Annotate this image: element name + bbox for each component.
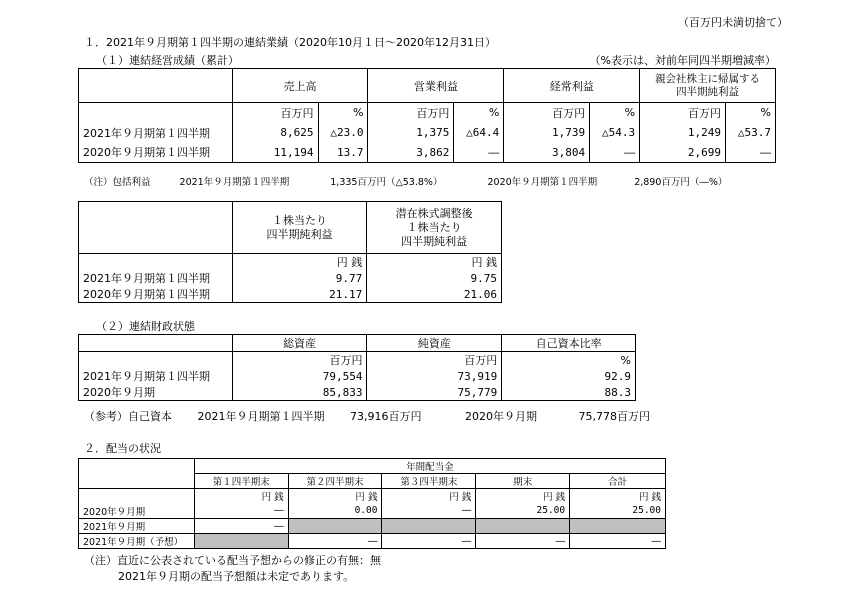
- equity-reference-note: [84, 408, 650, 424]
- unit-cell: 円 銭: [570, 489, 666, 504]
- table-cell-shaded: [194, 534, 288, 549]
- col-header-net-assets: 純資産: [367, 335, 502, 352]
- financial-position-table: [78, 334, 636, 401]
- table-cell-shaded: [382, 519, 476, 534]
- row-header-blank: [79, 69, 233, 103]
- ref-label: （参考）自己資本: [84, 410, 172, 423]
- table-cell: ―: [570, 534, 666, 549]
- unit-row-label: [79, 489, 195, 504]
- table-cell: 8,625: [232, 123, 318, 143]
- unit-cell: 円 銭: [382, 489, 476, 504]
- table-cell: △23.0: [318, 123, 368, 143]
- row-label: 2020年９月期第１四半期: [79, 143, 233, 163]
- operating-results-table: [78, 68, 776, 163]
- table-cell: ―: [476, 534, 570, 549]
- row-header-blank: [79, 335, 233, 352]
- col-header-operating-income: 営業利益: [368, 69, 504, 103]
- note-period2-label: 2020年９月期第１四半期: [487, 177, 598, 188]
- col-header-year-end: 期末: [476, 474, 570, 489]
- table-cell: 79,554: [232, 368, 367, 384]
- col-header-q1-end: 第１四半期末: [194, 474, 288, 489]
- ref-period1-value: 73,916百万円: [350, 410, 422, 423]
- table-cell: 9.75: [367, 270, 502, 286]
- table-cell: 13.7: [318, 143, 368, 163]
- table-cell-shaded: [570, 519, 666, 534]
- note-period2-value: 2,890百万円（―%）: [634, 177, 728, 188]
- table-cell: ―: [382, 534, 476, 549]
- financial-position-subheading: （２）連結財政状態: [96, 320, 195, 333]
- table-cell: 3,862: [368, 143, 454, 163]
- unit-cell: %: [454, 103, 504, 123]
- col-header-ordinary-income: 経常利益: [504, 69, 640, 103]
- dividends-heading: ２．配当の状況: [84, 442, 161, 455]
- unit-cell: 百万円: [232, 352, 367, 369]
- col-header-q2-end: 第２四半期末: [288, 474, 382, 489]
- ref-period1-label: 2021年９月期第１四半期: [197, 410, 325, 423]
- unit-cell: 円 銭: [476, 489, 570, 504]
- row-header-blank: [79, 459, 195, 489]
- unit-cell: 百万円: [367, 352, 502, 369]
- table-cell: 73,919: [367, 368, 502, 384]
- table-cell: 85,833: [232, 384, 367, 401]
- note-label: （注）包括利益: [84, 177, 151, 188]
- note-period1-value: 1,335百万円（△53.8%）: [330, 177, 443, 188]
- unit-cell: 円 銭: [288, 489, 382, 504]
- col-header-sales: 売上高: [232, 69, 368, 103]
- table-cell: 1,249: [640, 123, 726, 143]
- row-label: 2021年９月期第１四半期: [79, 368, 233, 384]
- net-income-header-text: 親会社株主に帰属する 四半期純利益: [655, 72, 761, 98]
- table-cell: 25.00: [476, 504, 570, 519]
- table-cell: △54.3: [590, 123, 640, 143]
- dividend-forecast-note-2: 2021年９月期の配当予想額は未定であります。: [118, 570, 355, 583]
- unit-cell: 円 銭: [367, 254, 502, 271]
- table-cell: ―: [194, 519, 288, 534]
- unit-cell: %: [725, 103, 775, 123]
- table-cell: 9.77: [232, 270, 367, 286]
- table-cell: 3,804: [504, 143, 590, 163]
- ref-period2-value: 75,778百万円: [578, 410, 650, 423]
- col-header-diluted-eps: [367, 202, 502, 254]
- table-cell: △53.7: [725, 123, 775, 143]
- table-cell-shaded: [288, 519, 382, 534]
- unit-cell: 百万円: [232, 103, 318, 123]
- row-label: 2021年９月期: [79, 519, 195, 534]
- unit-cell: 百万円: [640, 103, 726, 123]
- dividend-forecast-note: （注）直近に公表されている配当予想からの修正の有無：無: [84, 554, 381, 567]
- unit-row-label: [79, 254, 233, 271]
- eps-header-text: １株当たり 四半期純利益: [266, 213, 333, 241]
- table-cell: ―: [382, 504, 476, 519]
- percent-note: （%表示は、対前年同四半期増減率）: [589, 54, 776, 67]
- unit-cell: %: [318, 103, 368, 123]
- unit-row-label: [79, 103, 233, 123]
- row-label: 2021年９月期第１四半期: [79, 270, 233, 286]
- table-cell: 2,699: [640, 143, 726, 163]
- note-period1-label: 2021年９月期第１四半期: [179, 177, 290, 188]
- table-cell: ―: [454, 143, 504, 163]
- table-cell: 0.00: [288, 504, 382, 519]
- col-header-equity-ratio: 自己資本比率: [502, 335, 636, 352]
- unit-row-label: [79, 352, 233, 369]
- row-label: 2020年９月期第１四半期: [79, 286, 233, 303]
- table-cell: △64.4: [454, 123, 504, 143]
- unit-cell: %: [502, 352, 636, 369]
- table-cell: ―: [288, 534, 382, 549]
- row-label: 2021年９月期第１四半期: [79, 123, 233, 143]
- dividends-table: [78, 458, 666, 549]
- col-header-total-assets: 総資産: [232, 335, 367, 352]
- table-cell: 1,739: [504, 123, 590, 143]
- table-cell: 88.3: [502, 384, 636, 401]
- operating-results-subheading: （１）連結経営成績（累計）: [96, 54, 239, 67]
- col-group-header-annual-dividend: 年間配当金: [194, 459, 665, 474]
- ref-period2-label: 2020年９月期: [465, 410, 537, 423]
- col-header-total: 合計: [570, 474, 666, 489]
- row-label: 2020年９月期: [79, 384, 233, 401]
- unit-cell: %: [590, 103, 640, 123]
- table-cell: 11,194: [232, 143, 318, 163]
- eps-table: [78, 201, 502, 303]
- table-cell: ―: [194, 504, 288, 519]
- unit-note: （百万円未満切捨て）: [678, 16, 788, 29]
- table-cell-shaded: [476, 519, 570, 534]
- unit-cell: 百万円: [368, 103, 454, 123]
- table-cell: ―: [725, 143, 775, 163]
- unit-cell: 円 銭: [194, 489, 288, 504]
- table-cell: ―: [590, 143, 640, 163]
- table-cell: 25.00: [570, 504, 666, 519]
- table-cell: 21.17: [232, 286, 367, 303]
- table-cell: 92.9: [502, 368, 636, 384]
- unit-cell: 円 銭: [232, 254, 367, 271]
- col-header-eps: [232, 202, 367, 254]
- diluted-eps-header-text: 潜在株式調整後 １株当たり 四半期純利益: [395, 206, 473, 248]
- row-label: 2020年９月期: [79, 504, 195, 519]
- table-cell: 21.06: [367, 286, 502, 303]
- row-label: 2021年９月期（予想）: [79, 534, 195, 549]
- table-cell: 75,779: [367, 384, 502, 401]
- table-cell: 1,375: [368, 123, 454, 143]
- unit-cell: 百万円: [504, 103, 590, 123]
- col-header-q3-end: 第３四半期末: [382, 474, 476, 489]
- comprehensive-income-note: [84, 174, 727, 188]
- row-header-blank: [79, 202, 233, 254]
- col-header-net-income: [640, 69, 776, 103]
- section1-heading: １．2021年９月期第１四半期の連結業績（2020年10月１日～2020年12月31日）: [84, 36, 496, 49]
